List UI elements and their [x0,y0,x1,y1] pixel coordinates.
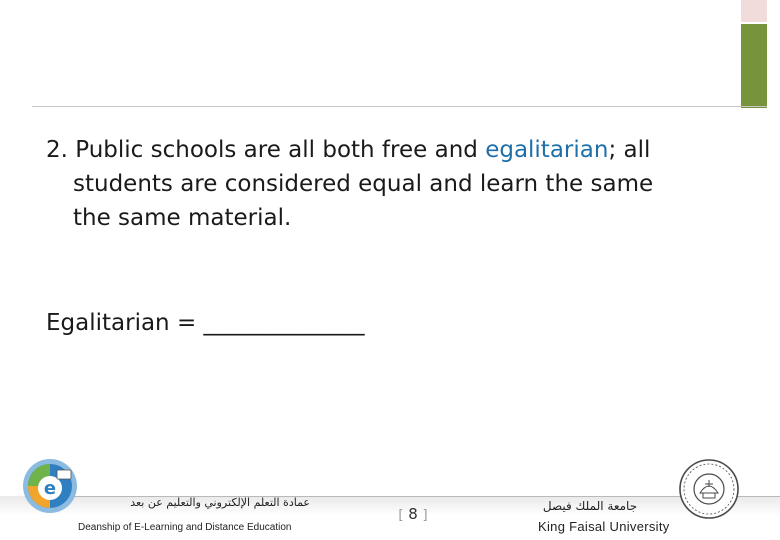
elearning-logo-icon [20,456,78,518]
decorative-pink-bar [741,0,767,22]
university-name-english: King Faisal University [538,519,670,534]
university-seal-icon [678,457,740,521]
header-divider [32,106,767,107]
svg-text:e: e [43,478,57,499]
statement-line-1 [46,133,736,167]
page-bracket-open: [ [398,508,404,523]
university-name-arabic: جامعة الملك فيصل [542,499,638,513]
page-bracket-close: ] [422,508,428,523]
statement-text [46,133,736,235]
highlighted-term: egalitarian [485,137,609,163]
page-number-value: 8 [408,505,418,523]
definition-question: Egalitarian = ______________ [46,310,365,336]
statement-line-1-prefix: 2. Public schools are all both free and [46,137,486,163]
statement-line-3: the same material. [73,205,292,231]
decorative-green-bar [741,24,767,108]
statement-line-1-suffix: ; all [608,137,651,163]
page-number [393,505,433,523]
deanship-name-arabic: عمادة التعلم الإلكتروني والتعليم عن بعد [130,496,310,509]
statement-line-2: students are considered equal and learn the same [73,171,654,197]
deanship-name-english: Deanship of E-Learning and Distance Education [78,522,292,533]
